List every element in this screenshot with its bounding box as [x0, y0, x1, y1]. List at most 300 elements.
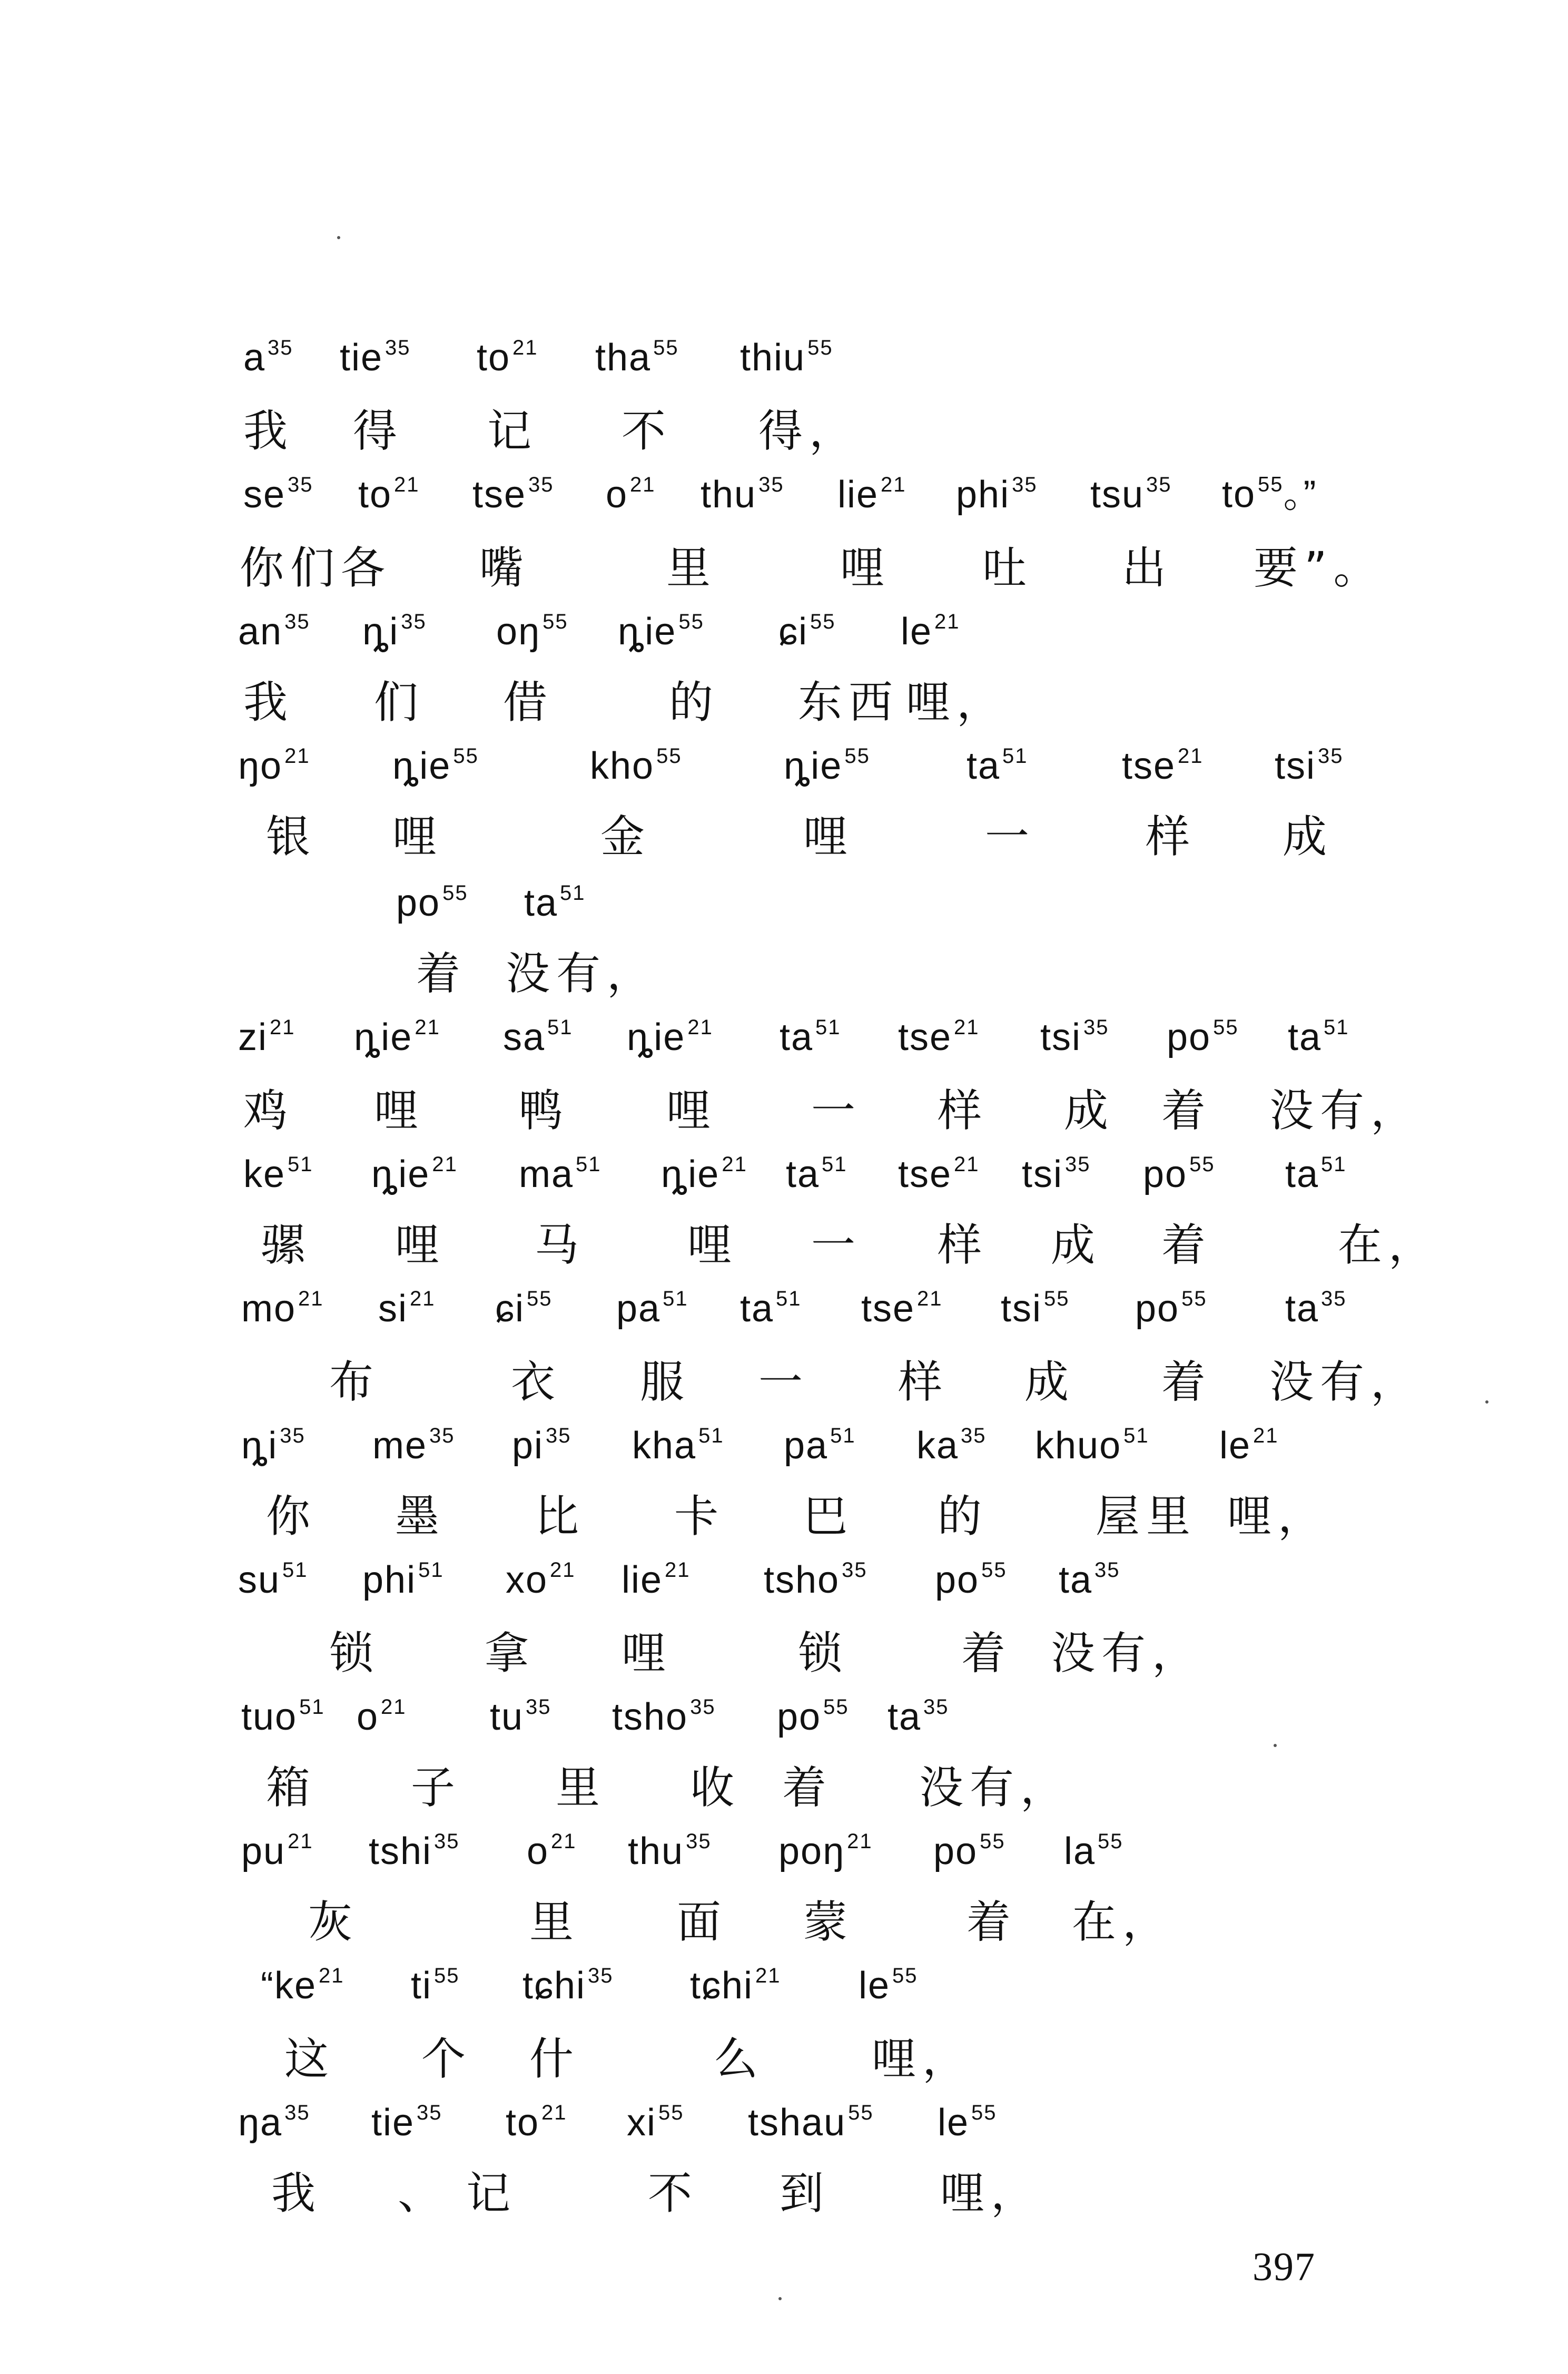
syllable	[632, 1424, 724, 1467]
syllable	[477, 336, 538, 379]
syllable	[1143, 1153, 1215, 1196]
gloss-word: 东西	[798, 676, 900, 728]
syllable	[901, 610, 960, 653]
syllable	[392, 744, 479, 788]
syllable-text: ta	[740, 1287, 774, 1330]
syllable	[916, 1424, 987, 1467]
syllable	[238, 1558, 308, 1602]
tone-number: 21	[881, 473, 906, 496]
gloss-word: 我	[271, 2167, 322, 2219]
gloss-word: 成	[1064, 1084, 1115, 1136]
syllable-text: o	[606, 473, 628, 516]
syllable-text: tie	[371, 2101, 415, 2144]
tone-number: 55	[1189, 1152, 1215, 1176]
gloss-word: 着	[1161, 1356, 1212, 1408]
syllable-text: ȵie	[371, 1153, 430, 1195]
syllable-text: “ke	[261, 1964, 317, 2007]
syllable	[243, 1153, 313, 1196]
gloss-word: 拿	[485, 1627, 536, 1679]
syllable-text: tshau	[748, 2101, 846, 2144]
syllable	[378, 1287, 436, 1330]
gloss-word: 哩，	[1227, 1490, 1329, 1542]
syllable	[238, 1016, 295, 1059]
tone-number: 51	[1123, 1424, 1149, 1447]
tone-number: 21	[541, 2101, 567, 2124]
gloss-word: 巴	[803, 1490, 854, 1542]
syllable-text: me	[372, 1424, 428, 1467]
syllable-text: ta	[967, 744, 1001, 787]
tone-number: 55	[981, 1558, 1007, 1582]
syllable-text: tsi	[1022, 1153, 1063, 1195]
tone-number: 51	[1324, 1015, 1349, 1039]
syllable	[238, 2101, 310, 2144]
tone-number: 51	[418, 1558, 444, 1582]
syllable-text: tɕhi	[690, 1964, 754, 2007]
syllable-text: thu	[701, 473, 757, 516]
gloss-word: 一	[985, 810, 1036, 862]
syllable	[1167, 1016, 1239, 1059]
tone-number: 55	[442, 881, 468, 905]
tone-number: 21	[270, 1015, 295, 1039]
syllable-text: tsu	[1090, 473, 1145, 516]
gloss-word: 得	[353, 405, 404, 457]
syllable-text: khuo	[1035, 1424, 1122, 1467]
syllable-text: ȵie	[392, 744, 451, 787]
tone-number: 21	[319, 1964, 344, 1987]
tone-number: 51	[288, 1152, 313, 1176]
syllable-text: to	[477, 336, 511, 379]
syllable	[490, 1695, 551, 1739]
syllable	[778, 1830, 873, 1873]
tone-number: 35	[546, 1424, 571, 1447]
syllable-text: su	[238, 1558, 281, 1601]
syllable	[522, 1964, 614, 2007]
gloss-word: 哩	[374, 1084, 425, 1136]
gloss-word: 子	[411, 1761, 462, 1813]
tone-number: 55	[1213, 1015, 1239, 1039]
gloss-word: 出	[1122, 542, 1173, 594]
syllable-text: ȵie	[618, 610, 677, 653]
syllable	[238, 744, 310, 788]
gloss-word: 个	[421, 2033, 472, 2085]
syllable-text: ta	[524, 881, 558, 924]
gloss-word: 骡	[261, 1219, 312, 1271]
syllable	[1035, 1424, 1149, 1467]
syllable	[740, 336, 833, 379]
gloss-word: 你	[266, 1490, 317, 1542]
tone-number: 55	[1181, 1287, 1207, 1310]
tone-number: 21	[551, 1829, 577, 1853]
tone-number: 35	[284, 2101, 310, 2124]
syllable-text: le	[938, 2101, 970, 2144]
syllable-text: ɕi	[778, 610, 808, 653]
syllable-text: ȵie	[784, 744, 843, 787]
syllable-text: pi	[512, 1424, 544, 1467]
syllable	[784, 744, 870, 788]
tone-number: 55	[678, 610, 704, 633]
tone-number: 21	[298, 1287, 324, 1310]
tone-number: 55	[844, 744, 870, 768]
tone-number: 35	[758, 473, 784, 496]
page-number: 397	[1253, 2245, 1316, 2289]
gloss-word: 在，	[1338, 1219, 1439, 1271]
gloss-word: 衣	[511, 1356, 562, 1408]
syllable-text: ma	[519, 1153, 574, 1195]
syllable-text: ta	[887, 1695, 922, 1738]
tone-number: 51	[830, 1424, 856, 1447]
gloss-word: 不	[648, 2167, 699, 2219]
syllable-text: ke	[243, 1153, 286, 1195]
syllable	[887, 1695, 949, 1739]
tone-number: 51	[815, 1015, 841, 1039]
gloss-word: 成	[1283, 810, 1334, 862]
tone-number: 21	[954, 1152, 980, 1176]
gloss-word: 鸭	[519, 1084, 570, 1136]
gloss-word: 哩	[840, 542, 891, 594]
syllable	[369, 1830, 460, 1873]
tone-number: 35	[690, 1695, 716, 1719]
syllable	[1022, 1153, 1091, 1196]
tone-number: 35	[842, 1558, 867, 1582]
syllable	[661, 1153, 747, 1196]
tone-number: 35	[417, 2101, 442, 2124]
syllable	[627, 1016, 713, 1059]
syllable-text: ta	[1285, 1153, 1319, 1195]
gloss-word: 我	[243, 405, 294, 457]
gloss-word: 没有，	[1051, 1627, 1203, 1679]
syllable-text: po	[933, 1830, 978, 1872]
syllable-text: lie	[837, 473, 879, 516]
syllable-text: o	[527, 1830, 549, 1872]
tone-number: 21	[687, 1015, 713, 1039]
syllable	[396, 881, 468, 925]
syllable	[362, 610, 427, 653]
tone-number: 35	[288, 473, 313, 496]
syllable	[616, 1287, 688, 1330]
gloss-word: 锁	[329, 1627, 380, 1679]
syllable	[861, 1287, 943, 1330]
syllable	[764, 1558, 867, 1602]
syllable	[411, 1964, 460, 2007]
syllable	[898, 1016, 980, 1059]
syllable	[590, 744, 682, 788]
tone-number: 21	[432, 1152, 458, 1176]
syllable	[340, 336, 411, 379]
print-speck	[337, 236, 340, 239]
tone-number: 21	[415, 1015, 440, 1039]
syllable	[241, 1287, 324, 1330]
tone-number: 55	[543, 610, 568, 633]
syllable-text: ȵie	[627, 1016, 686, 1058]
tone-number: 51	[1321, 1152, 1347, 1176]
tone-number: 21	[934, 610, 960, 633]
syllable-text: tsi	[1001, 1287, 1042, 1330]
syllable-text: to	[506, 2101, 540, 2144]
syllable	[362, 1558, 444, 1602]
gloss-word: 墨	[395, 1490, 446, 1542]
syllable	[933, 1830, 1005, 1873]
syllable-text: ta	[1288, 1016, 1322, 1058]
tone-number: 51	[698, 1424, 724, 1447]
tone-number: 21	[394, 473, 420, 496]
tone-number: 51	[282, 1558, 308, 1582]
syllable	[628, 1830, 712, 1873]
tone-number: 55	[453, 744, 479, 768]
gloss-word: 们	[374, 676, 425, 728]
syllable	[938, 2101, 997, 2144]
syllable	[1040, 1016, 1109, 1059]
tone-number: 55	[807, 336, 833, 359]
syllable-text: o	[357, 1695, 379, 1738]
syllable-text: tshi	[369, 1830, 432, 1872]
syllable-text: le	[901, 610, 933, 653]
gloss-word: 收	[690, 1761, 741, 1813]
syllable-text: pu	[241, 1830, 286, 1872]
tone-number: 35	[385, 336, 411, 359]
gloss-word: 么	[714, 2033, 765, 2085]
syllable-text: si	[378, 1287, 408, 1330]
gloss-word: 着	[961, 1627, 1012, 1679]
syllable	[837, 473, 906, 516]
syllable-text: ȵie	[354, 1016, 413, 1058]
syllable	[618, 610, 704, 653]
tone-number: 35	[588, 1964, 614, 1987]
tone-number: 21	[381, 1695, 407, 1719]
syllable-text: tse	[898, 1016, 952, 1058]
tone-number: 35	[1065, 1152, 1091, 1176]
gloss-word: 哩	[666, 1084, 717, 1136]
syllable	[956, 473, 1038, 516]
syllable-text: xi	[627, 2101, 656, 2144]
syllable	[506, 2101, 567, 2144]
tone-number: 51	[576, 1152, 601, 1176]
syllable-text: po	[1143, 1153, 1188, 1195]
syllable-text: an	[238, 610, 283, 653]
gloss-word: 哩，	[940, 2167, 1042, 2219]
gloss-word: 借	[503, 676, 554, 728]
syllable	[261, 1964, 344, 2007]
gloss-word: 成	[1051, 1219, 1102, 1271]
syllable	[358, 473, 420, 516]
syllable-text: ta	[1059, 1558, 1093, 1601]
gloss-word: 屋里	[1096, 1490, 1197, 1542]
gloss-word: 马	[535, 1219, 586, 1271]
syllable-text: xo	[506, 1558, 548, 1601]
tone-number: 35	[961, 1424, 987, 1447]
syllable	[495, 1287, 553, 1330]
syllable	[506, 1558, 576, 1602]
print-speck	[1274, 1744, 1277, 1747]
tone-number: 21	[284, 744, 310, 768]
syllable	[527, 1830, 577, 1873]
tone-number: 55	[892, 1964, 918, 1987]
syllable	[786, 1153, 847, 1196]
gloss-word: 里	[666, 542, 717, 594]
syllable-text: le	[859, 1964, 891, 2007]
print-speck	[778, 2297, 782, 2300]
tone-number: 55	[656, 744, 682, 768]
gloss-word: 这	[284, 2033, 336, 2085]
tone-number: 21	[630, 473, 656, 496]
syllable	[519, 1153, 601, 1196]
syllable-text: zi	[238, 1016, 268, 1058]
tone-number: 35	[434, 1829, 460, 1853]
syllable	[1222, 464, 1317, 518]
gloss-word: 你们各	[240, 542, 392, 594]
syllable-text: tse	[861, 1287, 915, 1330]
syllable-text: ȵi	[241, 1424, 278, 1467]
syllable	[1219, 1424, 1279, 1467]
gloss-word: 的	[669, 676, 720, 728]
syllable-text: tu	[490, 1695, 524, 1738]
syllable-text: ŋo	[238, 744, 283, 787]
tone-number: 21	[288, 1829, 313, 1853]
gloss-word: 哩，	[872, 2033, 973, 2085]
syllable	[1285, 1287, 1347, 1330]
syllable	[778, 610, 836, 653]
syllable	[1285, 1153, 1347, 1196]
syllable	[935, 1558, 1007, 1602]
syllable-text: tsi	[1275, 744, 1316, 787]
gloss-word: 什	[529, 2033, 580, 2085]
syllable-text: poŋ	[778, 1830, 845, 1872]
gloss-word: 、	[398, 2167, 449, 2219]
syllable-text: ka	[916, 1424, 959, 1467]
syllable-text: oŋ	[496, 610, 541, 653]
gloss-word: 着	[967, 1896, 1018, 1948]
tone-number: 21	[722, 1152, 747, 1176]
syllable	[241, 1424, 305, 1467]
gloss-word: 一	[811, 1084, 862, 1136]
gloss-word: 蒙	[803, 1896, 854, 1948]
tone-number: 55	[658, 2101, 684, 2124]
syllable-text: tsho	[764, 1558, 840, 1601]
syllable	[967, 744, 1028, 788]
tone-number: 55	[980, 1829, 1005, 1853]
tone-number: 21	[410, 1287, 436, 1310]
gloss-word: 哩	[392, 810, 443, 862]
gloss-word: 不	[622, 405, 673, 457]
syllable-text: a	[243, 336, 266, 379]
syllable-text: sa	[503, 1016, 546, 1058]
gloss-word: 服	[640, 1356, 691, 1408]
gloss-word: 哩	[622, 1627, 673, 1679]
syllable	[1090, 473, 1172, 516]
tone-number: 35	[1146, 473, 1172, 496]
gloss-word: 没有，	[506, 947, 658, 999]
syllable-text: se	[243, 473, 286, 516]
syllable-text: ti	[411, 1964, 432, 2007]
syllable	[241, 1830, 313, 1873]
gloss-word: 嘴	[479, 542, 530, 594]
gloss-word: 银	[266, 810, 317, 862]
syllable	[1064, 1830, 1123, 1873]
gloss-word: 灰	[308, 1896, 359, 1948]
gloss-word: 哩	[687, 1219, 738, 1271]
tone-number: 21	[917, 1287, 943, 1310]
syllable	[1288, 1016, 1349, 1059]
syllable	[503, 1016, 573, 1059]
syllable	[622, 1558, 691, 1602]
tone-number: 55	[971, 2101, 997, 2124]
syllable	[784, 1424, 856, 1467]
gloss-word: 着	[1161, 1084, 1212, 1136]
syllable	[1135, 1287, 1207, 1330]
tone-number: 35	[280, 1424, 305, 1447]
gloss-word: 着	[782, 1761, 833, 1813]
gloss-word: 一	[811, 1219, 862, 1271]
syllable	[371, 2101, 442, 2144]
tone-number: 55	[434, 1964, 460, 1987]
tone-number: 21	[1178, 744, 1204, 768]
gloss-word: 的	[938, 1490, 989, 1542]
print-speck	[1485, 1400, 1488, 1404]
syllable-text: ta	[786, 1153, 820, 1195]
syllable-text: tɕhi	[522, 1964, 586, 2007]
syllable-text: ŋa	[238, 2101, 283, 2144]
tone-number: 55	[1098, 1829, 1123, 1853]
syllable-text: ȵie	[661, 1153, 720, 1195]
gloss-word: 要”。	[1254, 542, 1384, 594]
gloss-word: 里	[529, 1896, 580, 1948]
syllable	[243, 336, 293, 379]
gloss-word: 着	[416, 947, 467, 999]
syllable-text: tse	[1122, 744, 1176, 787]
tone-number: 21	[1253, 1424, 1279, 1447]
tone-number: 35	[1094, 1558, 1120, 1582]
syllable-text: po	[1135, 1287, 1180, 1330]
tone-number: 35	[526, 1695, 551, 1719]
tone-number: 55	[527, 1287, 553, 1310]
syllable	[1001, 1287, 1070, 1330]
tone-number: 55	[653, 336, 679, 359]
tone-number: 51	[663, 1287, 688, 1310]
gloss-word: 样	[938, 1084, 989, 1136]
syllable-text: po	[1167, 1016, 1211, 1058]
tone-number: 35	[686, 1829, 712, 1853]
syllable	[496, 610, 568, 653]
syllable-text: tsi	[1040, 1016, 1081, 1058]
gloss-word: 记	[487, 405, 538, 457]
syllable-text: thu	[628, 1830, 684, 1872]
gloss-word: 样	[898, 1356, 949, 1408]
syllable-text: po	[777, 1695, 822, 1738]
syllable-text: po	[396, 881, 441, 924]
tone-number: 55	[1258, 473, 1284, 496]
tone-number: 55	[848, 2101, 874, 2124]
syllable-text: tha	[595, 336, 652, 379]
tone-number: 51	[776, 1287, 802, 1310]
tone-number: 35	[1012, 473, 1038, 496]
gloss-word: 面	[677, 1896, 728, 1948]
syllable-text: lie	[622, 1558, 663, 1601]
gloss-word: 布	[329, 1356, 380, 1408]
syllable-text: tie	[340, 336, 383, 379]
gloss-word: 哩	[395, 1219, 446, 1271]
gloss-word: 比	[535, 1490, 586, 1542]
syllable	[780, 1016, 841, 1059]
syllable	[740, 1287, 802, 1330]
tone-number: 35	[1321, 1287, 1347, 1310]
syllable-text: ɕi	[495, 1287, 525, 1330]
closing-punctuation: 。”	[1283, 473, 1317, 516]
syllable-text: to	[1222, 473, 1256, 516]
gloss-word: 没有，	[1269, 1356, 1422, 1408]
tone-number: 21	[755, 1964, 781, 1987]
syllable-text: ta	[780, 1016, 814, 1058]
gloss-word: 哩，	[906, 676, 1008, 728]
syllable-text: kho	[590, 744, 655, 787]
